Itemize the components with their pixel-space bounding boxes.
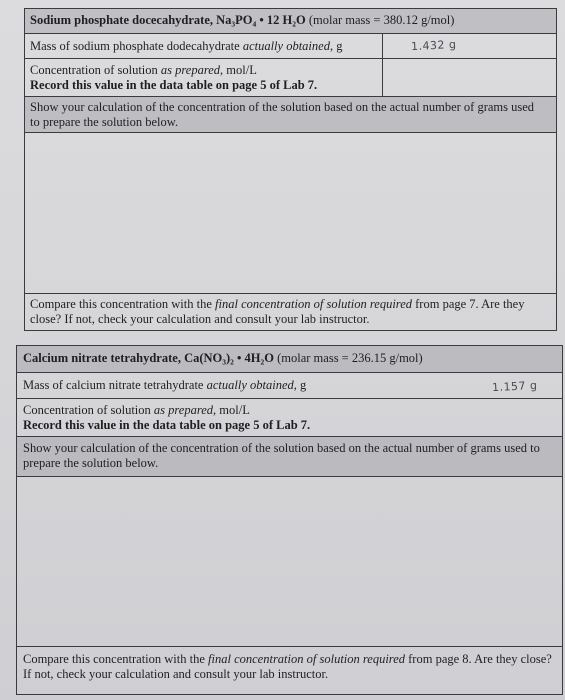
conc-label-italic: as prepared	[153, 403, 214, 417]
sodium-phosphate-compare-row	[25, 294, 556, 330]
compare-text-italic: final concentration of solution required	[215, 297, 413, 311]
sodium-phosphate-record-note: Record this value in the data table on page 5 of Lab 7.	[30, 78, 318, 92]
compare-text-2: from page 7. Are they close? If not, check your calculation and consult your lab instructor.	[30, 297, 525, 326]
compare-text-1: Compare this concentration with the	[30, 297, 216, 311]
sodium-phosphate-mass-label	[30, 39, 342, 54]
calcium-nitrate-calc-prompt-row	[17, 437, 562, 477]
sodium-phosphate-mass-value: 1.432 g	[410, 37, 457, 54]
calcium-nitrate-compare-text	[23, 652, 558, 682]
calcium-nitrate-mass-row	[17, 373, 562, 399]
calcium-nitrate-conc-row	[17, 399, 562, 437]
sodium-phosphate-calc-area[interactable]	[25, 133, 556, 294]
sodium-phosphate-mass-cell[interactable]	[382, 34, 556, 58]
calcium-nitrate-table	[16, 345, 563, 695]
mass-label-italic: actually obtained	[206, 378, 294, 392]
sodium-phosphate-conc-row	[25, 59, 556, 97]
sodium-phosphate-conc-cell[interactable]	[382, 59, 556, 96]
sodium-phosphate-calc-prompt-row	[25, 97, 556, 133]
calcium-nitrate-title	[23, 351, 423, 366]
conc-label-unit: , mol/L	[213, 403, 250, 417]
sodium-phosphate-compare-text	[30, 297, 550, 327]
conc-label-text: Concentration of solution	[23, 403, 154, 417]
conc-label-text: Concentration of solution	[30, 63, 161, 77]
calcium-nitrate-title-bold: Calcium nitrate tetrahydrate, Ca(NO₃)₂ • 4H₂O	[23, 351, 274, 365]
conc-label-italic: as prepared	[160, 63, 221, 77]
calcium-nitrate-conc-label	[23, 403, 250, 418]
mass-label-italic: actually obtained	[242, 39, 330, 53]
sodium-phosphate-molar-mass: (molar mass = 380.12 g/mol)	[305, 13, 455, 27]
calcium-nitrate-mass-value: 1.157 g	[491, 378, 538, 395]
mass-label-unit: , g	[293, 378, 307, 392]
sodium-phosphate-conc-label	[30, 63, 257, 78]
compare-text-1: Compare this concentration with the	[23, 652, 209, 666]
compare-text-2: from page 8. Are they close? If not, check your calculation and consult your lab instructor.	[23, 652, 552, 681]
calcium-nitrate-calc-area[interactable]	[17, 477, 562, 647]
sodium-phosphate-header-row	[25, 9, 556, 34]
mass-label-unit: , g	[329, 39, 343, 53]
calcium-nitrate-header-row	[17, 346, 562, 373]
mass-label-text: Mass of calcium nitrate tetrahydrate	[23, 378, 207, 392]
sodium-phosphate-calc-prompt: Show your calculation of the concentration of the solution based on the actual number of grams used to prepare the solution below.	[30, 100, 535, 129]
sodium-phosphate-table	[24, 8, 557, 331]
mass-label-text: Mass of sodium phosphate dodecahydrate	[30, 39, 243, 53]
calcium-nitrate-molar-mass: (molar mass = 236.15 g/mol)	[273, 351, 423, 365]
calcium-nitrate-compare-row	[17, 647, 562, 694]
conc-label-unit: , mol/L	[220, 63, 257, 77]
sodium-phosphate-mass-row	[25, 34, 556, 59]
calcium-nitrate-record-note: Record this value in the data table on page 5 of Lab 7.	[23, 418, 311, 432]
compare-text-italic: final concentration of solution required	[208, 652, 406, 666]
calcium-nitrate-mass-cell[interactable]	[482, 373, 562, 398]
calcium-nitrate-calc-prompt: Show your calculation of the concentration of the solution based on the actual number of grams used to prepare the solution below.	[23, 441, 540, 470]
sodium-phosphate-title	[30, 13, 454, 28]
calcium-nitrate-mass-label	[23, 378, 306, 393]
sodium-phosphate-title-bold: Sodium phosphate docecahydrate, Na₃PO₄ • 12 H₂O	[30, 13, 306, 27]
